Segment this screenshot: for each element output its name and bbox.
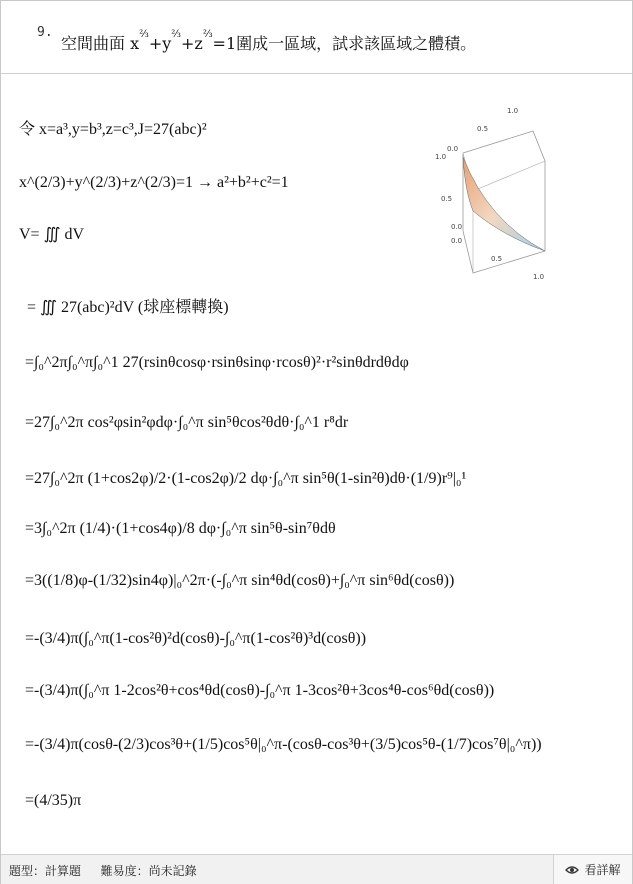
solution-line-12: =-(3/4)π(cosθ-(2/3)cos³θ+(1/5)cos⁵θ|₀^π-(cosθ-cos³θ+(3/5)cos⁵θ-(1/7)cos⁷θ|₀^π)): [25, 736, 542, 753]
tick-label: 1.0: [507, 107, 519, 115]
question-footer: [1, 854, 632, 884]
question-difficulty: 難易度：尚未記錄: [100, 864, 197, 878]
solution-line-9: =3((1/8)φ-(1/32)sin4φ)|₀^2π·(-∫₀^π sin⁴θd(cosθ)+∫₀^π sin⁶θd(cosθ)): [25, 572, 455, 589]
solution-line-1: 令 x=a³,y=b³,z=c³,J=27(abc)²: [19, 121, 207, 138]
eye-icon: [565, 865, 579, 875]
tick-label: 0.5: [477, 125, 489, 133]
solution-line-2: x^(2/3)+y^(2/3)+z^(2/3)=1 → a²+b²+c²=1: [19, 174, 289, 191]
tick-label: 1.0: [435, 153, 447, 161]
solution-line-13: =(4/35)π: [25, 792, 82, 809]
tick-label: 0.5: [441, 195, 453, 203]
view-solution-button[interactable]: [553, 855, 632, 884]
question-text: 空間曲面 $x^{\frac{2}{3}}+y^{\frac{2}{3}}+z^{\frac{2}{3}}=1$圍成一區域，試求該區域之體積。: [61, 29, 477, 53]
tick-label: 0.0: [451, 223, 463, 231]
view-solution-label: 看詳解: [584, 863, 621, 877]
solution-line-10: =-(3/4)π(∫₀^π(1-cos²θ)²d(cosθ)-∫₀^π(1-cos²θ)³d(cosθ)): [25, 630, 367, 647]
surface-plot: [433, 101, 553, 281]
tick-label: 0.0: [451, 237, 463, 245]
solution-line-8: =3∫₀^2π (1/4)·(1+cos4φ)/8 dφ·∫₀^π sin⁵θ-sin⁷θdθ: [25, 520, 336, 537]
solution-line-6: =27∫₀^2π cos²φsin²φdφ·∫₀^π sin⁵θcos²θdθ·∫₀^1 r⁸dr: [25, 414, 349, 431]
question-header: [1, 1, 632, 74]
solution-line-3: V= ∭ dV: [19, 226, 85, 243]
tick-label: 1.0: [533, 273, 545, 281]
solution-line-4: = ∭ 27(abc)²dV (球座標轉換): [27, 299, 229, 316]
solution-line-11: =-(3/4)π(∫₀^π 1-2cos²θ+cos⁴θd(cosθ)-∫₀^π 1-3cos²θ+3cos⁴θ-cos⁶θd(cosθ)): [25, 682, 495, 699]
question-number: 9.: [37, 25, 53, 40]
tick-label: 0.5: [491, 255, 503, 263]
solution-line-5: =∫₀^2π∫₀^π∫₀^1 27(rsinθcosφ·rsinθsinφ·rcosθ)²·r²sinθdrdθdφ: [25, 354, 409, 371]
solution-line-7: =27∫₀^2π (1+cos2φ)/2·(1-cos2φ)/2 dφ·∫₀^π sin⁵θ(1-sin²θ)dθ·(1/9)r⁹|₀¹: [25, 470, 467, 487]
question-type: 題型：計算題: [9, 864, 82, 878]
question-meta: [9, 862, 197, 879]
tick-label: 0.0: [447, 145, 459, 153]
